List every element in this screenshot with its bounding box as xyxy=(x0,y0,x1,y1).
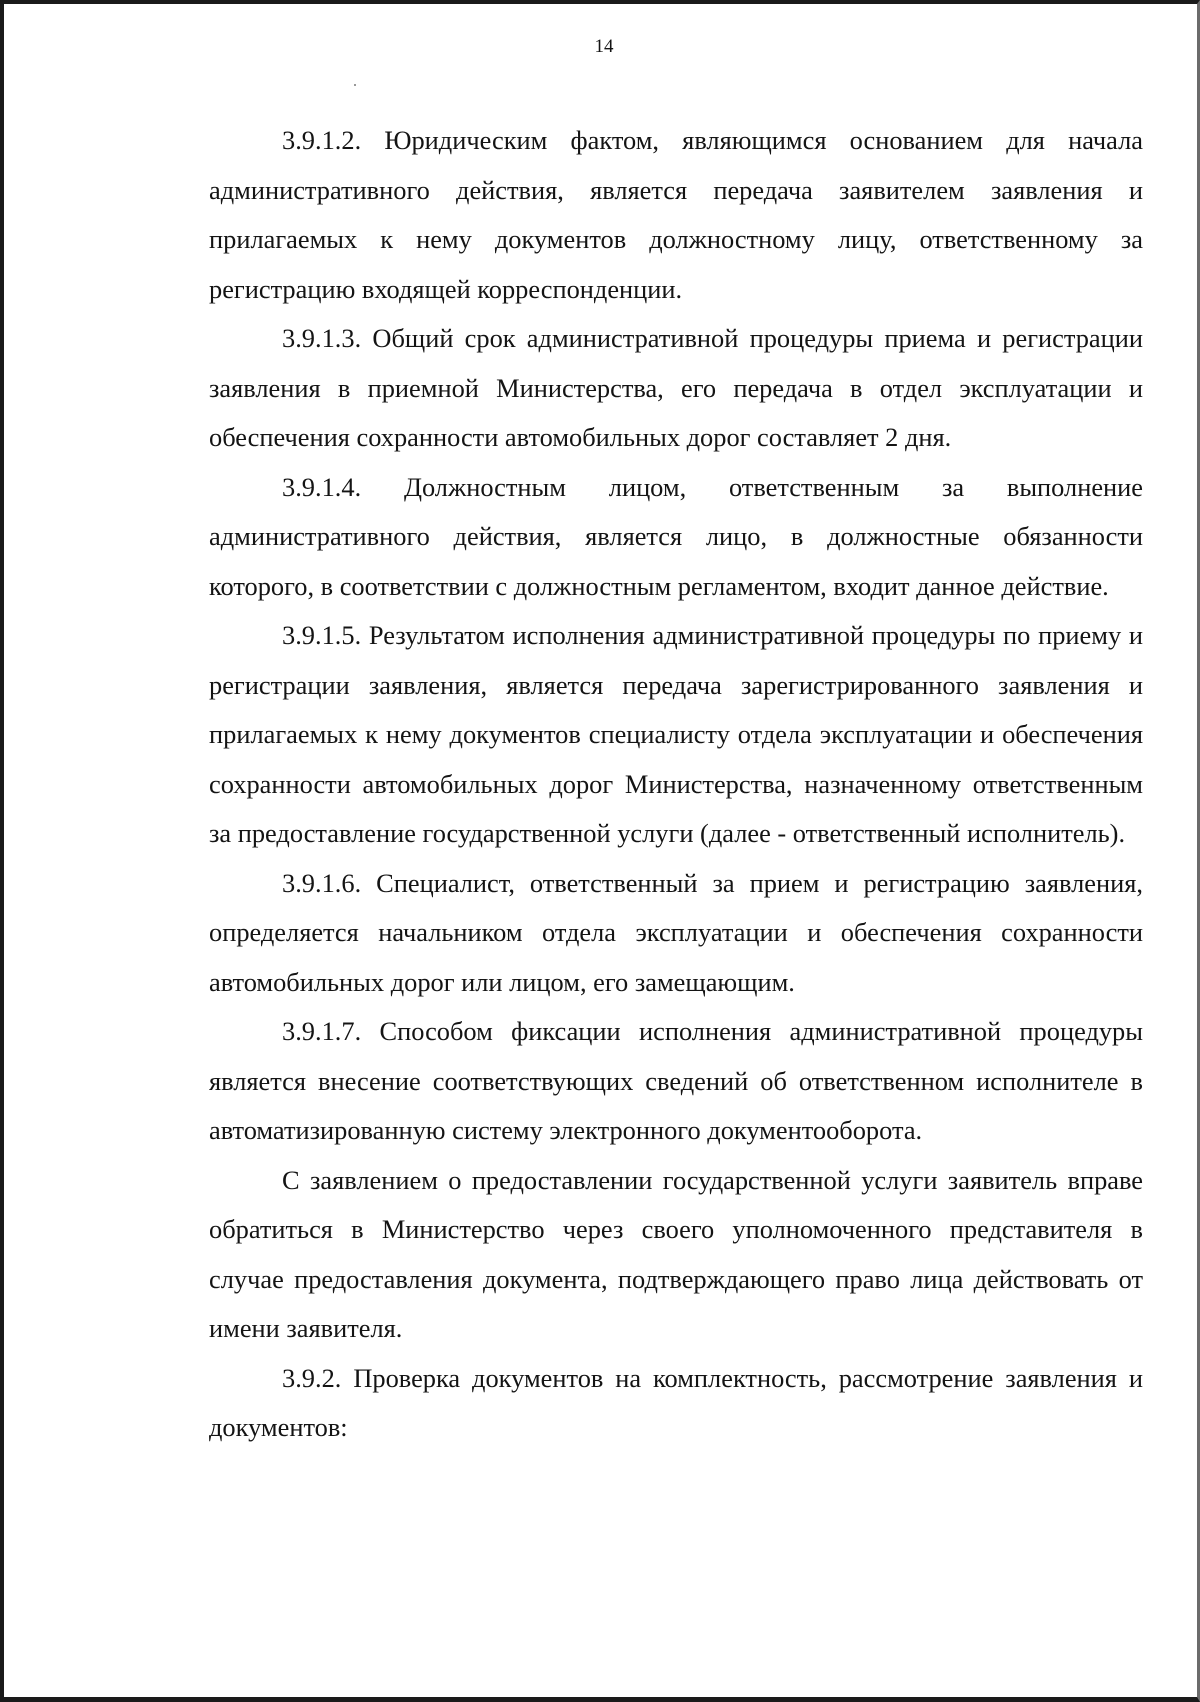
paragraph-3-9-2: 3.9.2. Проверка документов на комплектность, рассмотрение заявления и документов: xyxy=(209,1362,1143,1442)
document-body xyxy=(209,116,1143,1453)
paragraph-3-9-1-6: 3.9.1.6. Специалист, ответственный за прием и регистрацию заявления, определяется начальником отдела эксплуатации и обеспечения сохранности автомобильных дорог или лицом, его замещающим. xyxy=(209,867,1143,997)
paragraph-3-9-1-2: 3.9.1.2. Юридическим фактом, являющимся основанием для начала административного действия, является передача заявителем заявления и прилагаемых к нему документов должностному лицу, ответственному за регистрацию входящей корреспонденции. xyxy=(209,125,1143,304)
paragraph-3-9-1-5: 3.9.1.5. Результатом исполнения административной процедуры по приему и регистрации заявления, является передача зарегистрированного заявления и прилагаемых к нему документов специалисту отдела эксплуатации и обеспечения сохранности автомобильных дорог Министерства, назначенному ответственным за предоставление государственной услуги (далее - ответственный исполнитель). xyxy=(209,620,1143,848)
page-number: 14 xyxy=(594,36,614,57)
paragraph-3-9-1-3: 3.9.1.3. Общий срок административной процедуры приема и регистрации заявления в приемной Министерства, его передача в отдел эксплуатации и обеспечения сохранности автомобильных дорог составляет 2 дня. xyxy=(209,323,1143,452)
paragraph-representative: С заявлением о предоставлении государственной услуги заявитель вправе обратиться в Министерство через своего уполномоченного представителя в случае предоставления документа, подтверждающего право лица действовать от имени заявителя. xyxy=(209,1164,1143,1343)
scan-artifact xyxy=(354,84,356,86)
paragraph-3-9-1-4: 3.9.1.4. Должностным лицом, ответственным за выполнение административного действия, является лицо, в должностные обязанности которого, в соответствии с должностным регламентом, входит данное действие. xyxy=(209,471,1143,601)
paragraph-3-9-1-7: 3.9.1.7. Способом фиксации исполнения административной процедуры является внесение соответствующих сведений об ответственном исполнителе в автоматизированную систему электронного документооборота. xyxy=(209,1016,1143,1145)
